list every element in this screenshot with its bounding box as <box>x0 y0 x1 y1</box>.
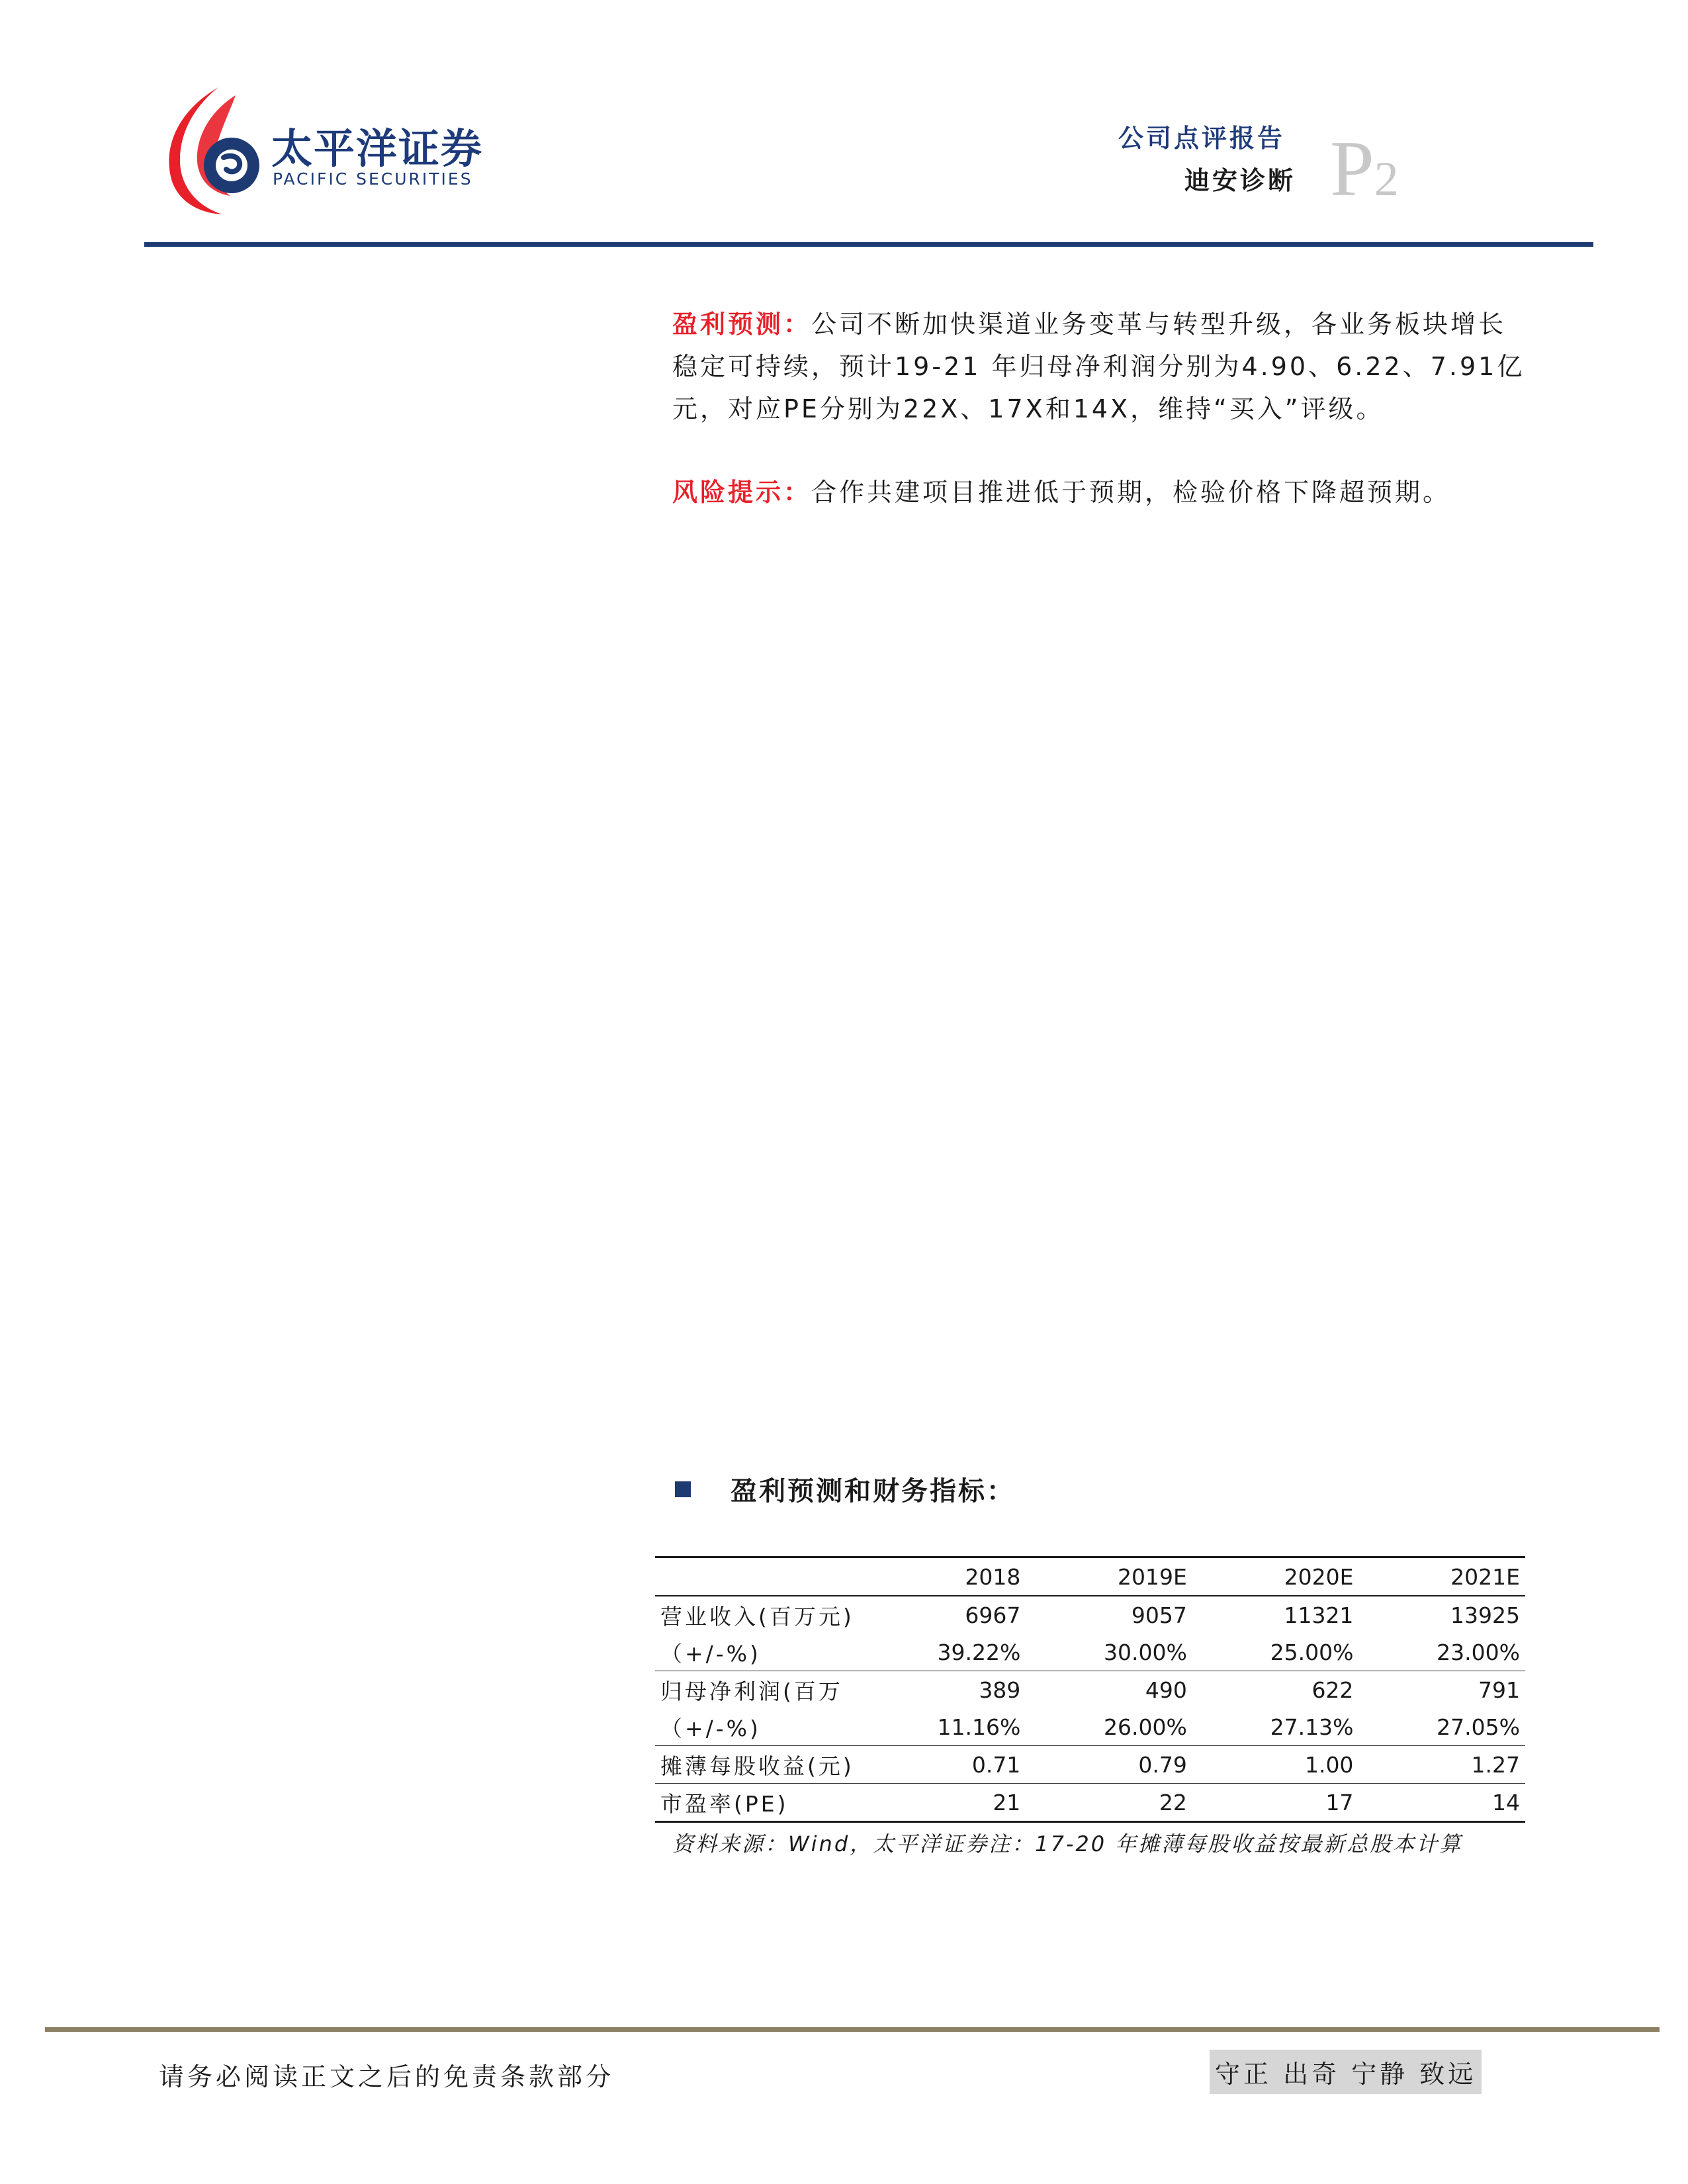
row-label: 市盈率(PE) <box>660 1790 789 1817</box>
table-header-cell: 2020E <box>1284 1563 1354 1590</box>
financial-forecast-table <box>655 1556 1525 1823</box>
table-header-cell <box>655 1557 860 1596</box>
table-cell: 389 <box>979 1677 1021 1703</box>
row-label: （+/-%) <box>660 1640 761 1667</box>
row-label: 归母净利润(百万 <box>660 1678 843 1704</box>
table-cell: 17 <box>1325 1789 1354 1815</box>
table-cell: 11321 <box>1284 1602 1354 1628</box>
risk-warning-label: 风险提示： <box>672 478 812 507</box>
company-motto: 守正 出奇 宁静 致远 <box>1210 2050 1482 2094</box>
table-cell: 9057 <box>1131 1602 1187 1628</box>
earnings-forecast-text: 公司不断加快渠道业务变革与转型升级，各业务板块增长稳定可持续，预计19-21 年归母净利润分别为4.90、6.22、7.91亿元，对应PE分别为22X、17X和14X，维持“买入”评级。 <box>672 310 1525 423</box>
table-row <box>655 1634 1525 1671</box>
table-cell: 622 <box>1311 1677 1354 1703</box>
earnings-forecast-label: 盈利预测： <box>672 310 812 339</box>
table-row <box>655 1746 1525 1784</box>
table-cell: 30.00% <box>1104 1639 1187 1665</box>
table-cell: 27.13% <box>1270 1714 1354 1740</box>
company-name: 迪安诊断 <box>1184 166 1296 195</box>
table-cell: 25.00% <box>1270 1639 1354 1665</box>
row-label: 摊薄每股收益(元) <box>660 1753 854 1779</box>
table-row <box>655 1784 1525 1822</box>
table-cell: 0.71 <box>971 1751 1021 1778</box>
disclaimer-notice: 请务必阅读正文之后的免责条款部分 <box>159 2062 615 2091</box>
header-divider <box>144 242 1593 247</box>
risk-warning-paragraph <box>672 471 1533 513</box>
risk-warning-text: 合作共建项目推进低于预期，检验价格下降超预期。 <box>811 478 1451 507</box>
table-cell: 1.27 <box>1471 1751 1520 1778</box>
row-label: 营业收入(百万元) <box>660 1603 854 1630</box>
table-heading <box>675 1470 1015 1508</box>
row-label: （+/-%) <box>660 1715 761 1741</box>
table-header-row <box>655 1557 1525 1596</box>
table-cell: 13925 <box>1450 1602 1520 1628</box>
earnings-forecast-paragraph <box>672 303 1533 430</box>
table-cell: 0.79 <box>1138 1751 1187 1778</box>
square-bullet-icon <box>675 1481 691 1497</box>
table-row <box>655 1708 1525 1746</box>
table-cell: 21 <box>993 1789 1021 1815</box>
table-source-note: 资料来源：Wind，太平洋证券注：17-20 年摊薄每股收益按最新总股本计算 <box>672 1831 1463 1856</box>
table-cell: 22 <box>1159 1789 1187 1815</box>
pacific-securities-logo-icon <box>157 87 263 220</box>
table-row <box>655 1671 1525 1709</box>
report-type: 公司点评报告 <box>1118 124 1286 153</box>
table-cell: 6967 <box>965 1602 1021 1628</box>
table-cell: 791 <box>1478 1677 1520 1703</box>
table-cell: 27.05% <box>1437 1714 1520 1740</box>
page-number-value: 2 <box>1374 152 1399 206</box>
table-cell: 26.00% <box>1104 1714 1187 1740</box>
table-header-cell: 2021E <box>1450 1563 1520 1590</box>
table-row <box>655 1596 1525 1634</box>
table-cell: 14 <box>1492 1789 1520 1815</box>
table-cell: 39.22% <box>937 1639 1021 1665</box>
brand-name-en: PACIFIC SECURITIES <box>273 169 473 189</box>
table-cell: 23.00% <box>1437 1639 1520 1665</box>
page-number <box>1330 124 1399 212</box>
table-header-cell: 2018 <box>965 1563 1021 1590</box>
table-cell: 490 <box>1145 1677 1187 1703</box>
footer-divider <box>45 2027 1660 2032</box>
table-cell: 11.16% <box>937 1714 1021 1740</box>
page-number-prefix: P <box>1330 124 1374 212</box>
brand-name-cn: 太平洋证券 <box>271 124 484 173</box>
table-cell: 1.00 <box>1304 1751 1354 1778</box>
table-header-cell: 2019E <box>1118 1563 1187 1590</box>
table-heading-text: 盈利预测和财务指标： <box>731 1476 1015 1507</box>
